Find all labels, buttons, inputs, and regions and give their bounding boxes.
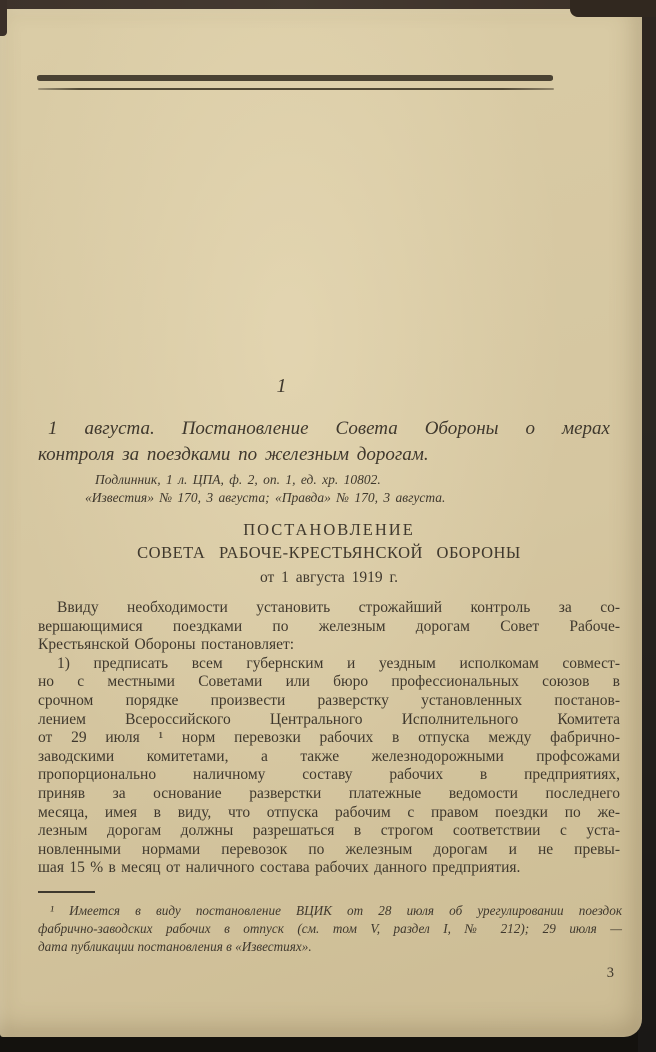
document-title [38, 416, 610, 468]
text-line: лением Всероссийского Центрального Исполнительного Комитета [38, 710, 620, 728]
text-line: 1 августа. Постановление Совета Обороны о мерах [48, 418, 610, 439]
book-page [0, 9, 642, 1037]
header-rule-thin [38, 88, 554, 90]
section-number: 1 [276, 375, 288, 397]
text-line: дата публикации постановления в «Известиях». [38, 939, 312, 954]
page-number: 3 [606, 965, 614, 981]
decree-heading-line1: ПОСТАНОВЛЕНИЕ [243, 520, 415, 539]
decree-heading-date: от 1 августа 1919 г. [259, 569, 399, 586]
text-line: срочном порядке произвести разверстку установленных постанов- [38, 691, 620, 709]
text-line: вершающимися поездками по железным дорогам Совет Рабоче- [38, 617, 620, 635]
archive-source-note [85, 471, 565, 506]
text-line: «Известия» № 170, 3 августа; «Правда» № 170, 3 августа. [85, 489, 446, 505]
text-line: новленными нормами перевозок по железным дорогам и не превы- [38, 840, 620, 858]
book-edge-top [0, 0, 656, 9]
paragraph-preamble [38, 599, 620, 655]
header-rule-thick [37, 75, 553, 81]
text-line: лезным дорогам должны разрешаться в строгом соответствии с уста- [38, 822, 620, 840]
text-line: от 29 июля ¹ норм перевозки рабочих в отпуска между фабрично- [38, 729, 620, 747]
text-line: фабрично-заводских рабочих в отпуск (см. том V, раздел I, № 212); 29 июля — [38, 921, 622, 936]
text-line: Ввиду необходимости установить строжайший контроль за со- [57, 599, 620, 616]
text-line: пропорционально наличному составу рабочих в предприятиях, [38, 766, 620, 784]
decree-body [38, 599, 620, 878]
text-line: 1) предписать всем губернским и уездным исполкомам совмест- [57, 654, 620, 672]
text-line: Подлинник, 1 л. ЦПА, ф. 2, оп. 1, ед. хр. 10802. [95, 472, 381, 487]
decree-heading-line2: СОВЕТА РАБОЧЕ-КРЕСТЬЯНСКОЙ ОБОРОНЫ [137, 543, 521, 562]
text-line: ¹ Имеется в виду постановление ВЦИК от 28 июля об урегулировании поездок [50, 903, 622, 918]
text-line: Крестьянской Обороны постановляет: [38, 636, 295, 654]
footnote [38, 902, 622, 956]
book-edge-top-right [570, 0, 656, 17]
book-edge-top-left [0, 0, 7, 36]
text-line: заводскими комитетами, а также железнодорожными профсожами [38, 747, 620, 765]
paragraph-point-1 [38, 655, 620, 878]
text-line: приняв за основание разверстки платежные ведомости последнего [38, 784, 620, 802]
footnote-separator [38, 891, 95, 893]
text-line: но с местными Советами или бюро профессиональных союзов в [38, 673, 620, 691]
text-line: контроля за поездками по железным дорогам. [38, 444, 429, 465]
text-line: шая 15 % в месяц от наличного состава рабочих данного предприятия. [38, 859, 521, 877]
text-line: месяца, имея в виду, что отпуска рабочим с правом поездки по же- [38, 803, 620, 821]
